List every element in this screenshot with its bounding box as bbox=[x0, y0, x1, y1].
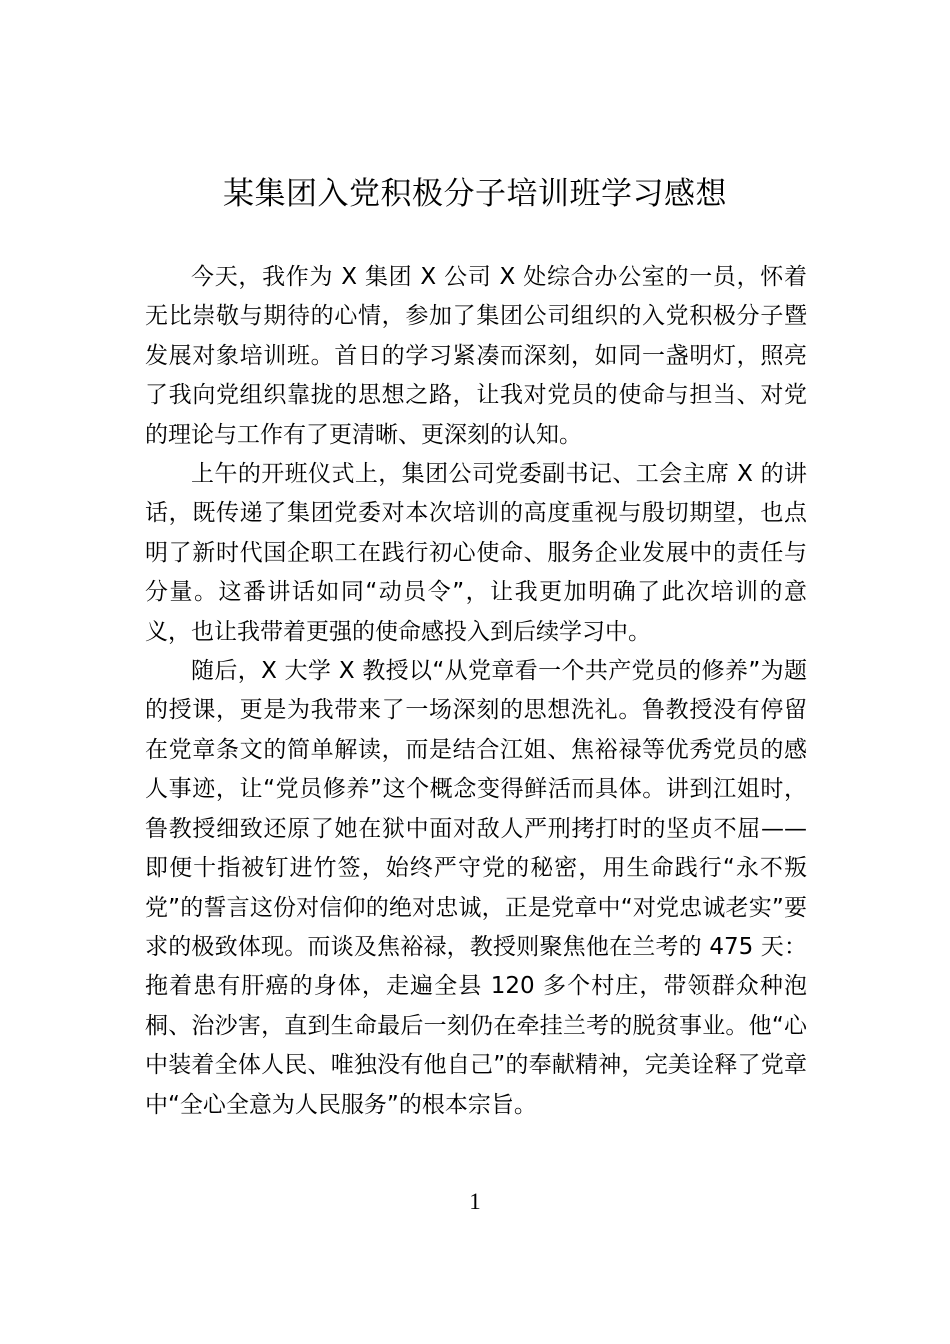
document-body bbox=[145, 258, 807, 1125]
document-title: 某集团入党积极分子培训班学习感想 bbox=[223, 176, 727, 212]
paragraph-1: 今天，我作为 X 集团 X 公司 X 处综合办公室的一员，怀着无比崇敬与期待的心情，参加了集团公司组织的入党积极分子暨发展对象培训班。首日的学习紧凑而深刻，如同一盏明灯，照亮了我向党组织靠拢的思想之路，让我对党员的使命与担当、对党的理论与工作有了更清晰、更深刻的认知。 bbox=[145, 264, 807, 448]
paragraph-3: 随后，X 大学 X 教授以“从党章看一个共产党员的修养”为题的授课，更是为我带来了一场深刻的思想洗礼。鲁教授没有停留在党章条文的简单解读，而是结合江姐、焦裕禄等优秀党员的感人事迹，让“党员修养”这个概念变得鲜活而具体。讲到江姐时，鲁教授细致还原了她在狱中面对敌人严刑拷打时的坚贞不屈——即便十指被钉进竹签，始终严守党的秘密，用生命践行“永不叛党”的誓言这份对信仰的绝对忠诚，正是党章中“对党忠诚老实”要求的极致体现。而谈及焦裕禄，教授则聚焦他在兰考的 475 天：拖着患有肝癌的身体，走遍全县 120 多个村庄，带领群众种泡桐、治沙害，直到生命最后一刻仍在牵挂兰考的脱贫事业。他“心中装着全体人民、唯独没有他自己”的奉献精神，完美诠释了党章中“全心全意为人民服务”的根本宗旨。 bbox=[145, 658, 807, 1118]
paragraph-2: 上午的开班仪式上，集团公司党委副书记、工会主席 X 的讲话，既传递了集团党委对本次培训的高度重视与殷切期望，也点明了新时代国企职工在践行初心使命、服务企业发展中的责任与分量。这番讲话如同“动员令”，让我更加明确了此次培训的意义，也让我带着更强的使命感投入到后续学习中。 bbox=[145, 461, 807, 645]
page-number: 1 bbox=[469, 1189, 481, 1214]
